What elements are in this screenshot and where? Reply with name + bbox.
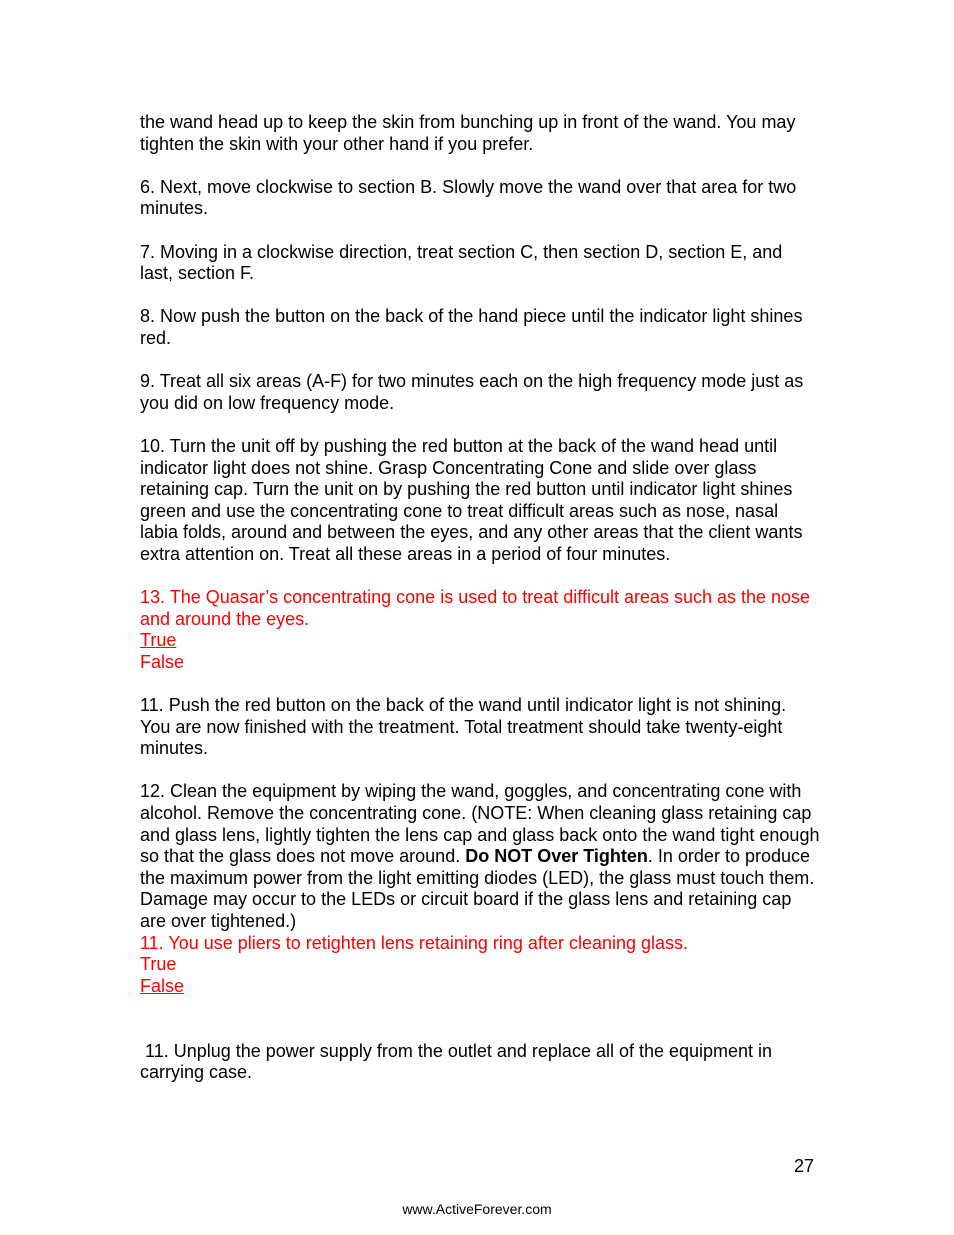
footer-url: www.ActiveForever.com	[402, 1201, 552, 1217]
paragraph-step-12-text-1: 12. Clean the equipment by wiping the wand, goggles, and concentrating cone with alcohol. Remove the concentrating cone. (NOTE: When cleaning glass retaining cap and glass lens, lightly tighten the lens cap and glass back onto the wand tight enough so that the glass does not move around.	[140, 781, 820, 867]
paragraph-step-9: 9. Treat all six areas (A-F) for two minutes each on the high frequency mode just as you did on low frequency mode.	[140, 371, 804, 413]
blank-line	[140, 1019, 820, 1041]
paragraph-step-10: 10. Turn the unit off by pushing the red button at the back of the wand head until indicator light does not shine. Grasp Concentrating Cone and slide over glass retaining cap. Turn the unit on by pushing the red button until indicator light shines green and use the concentrating cone to treat difficult areas such as nose, nasal labia folds, around and between the eyes, and any other areas that the client wants extra attention on. Treat all these areas in a period of four minutes.	[140, 435, 803, 564]
quiz-option-true[interactable]: True	[140, 630, 177, 651]
quiz-question-text: 11. You use pliers to retighten lens retaining ring after cleaning glass.	[140, 932, 689, 953]
quiz-option-false[interactable]: False	[140, 651, 185, 672]
paragraph-step-8: 8. Now push the button on the back of the hand piece until the indicator light shines red.	[140, 306, 803, 348]
paragraph-intro: the wand head up to keep the skin from bunching up in front of the wand. You may tighten the skin with your other hand if you prefer.	[140, 112, 796, 154]
warning-bold-text: Do NOT Over Tighten	[465, 846, 648, 867]
quiz-option-true[interactable]: True	[140, 954, 177, 975]
blank-line	[140, 997, 820, 1019]
quiz-option-false[interactable]: False	[140, 975, 185, 996]
quiz-question-13	[140, 587, 820, 673]
quiz-question-text: 13. The Quasar’s concentrating cone is used to treat difficult areas such as the nose and around the eyes.	[140, 587, 811, 629]
paragraph-step-12	[140, 781, 820, 932]
paragraph-step-11-unplug: 11. Unplug the power supply from the outlet and replace all of the equipment in carrying case.	[140, 1040, 778, 1083]
page-number: 27	[793, 1156, 814, 1176]
paragraph-step-12-text-2: . In order to produce the maximum power from the light emitting diodes (LED), the glass must touch them. Damage may occur to the LEDs or circuit board if the glass lens and retaining cap are over tightened.)	[140, 846, 815, 931]
paragraph-step-7: 7. Moving in a clockwise direction, treat section C, then section D, section E, and last, section F.	[140, 241, 783, 284]
quiz-question-11	[140, 933, 820, 998]
document-body	[140, 112, 820, 1105]
paragraph-step-6: 6. Next, move clockwise to section B. Slowly move the wand over that area for two minutes.	[140, 176, 797, 219]
paragraph-step-11-finish: 11. Push the red button on the back of the wand until indicator light is not shining. You are now finished with the treatment. Total treatment should take twenty-eight minutes.	[140, 695, 787, 759]
